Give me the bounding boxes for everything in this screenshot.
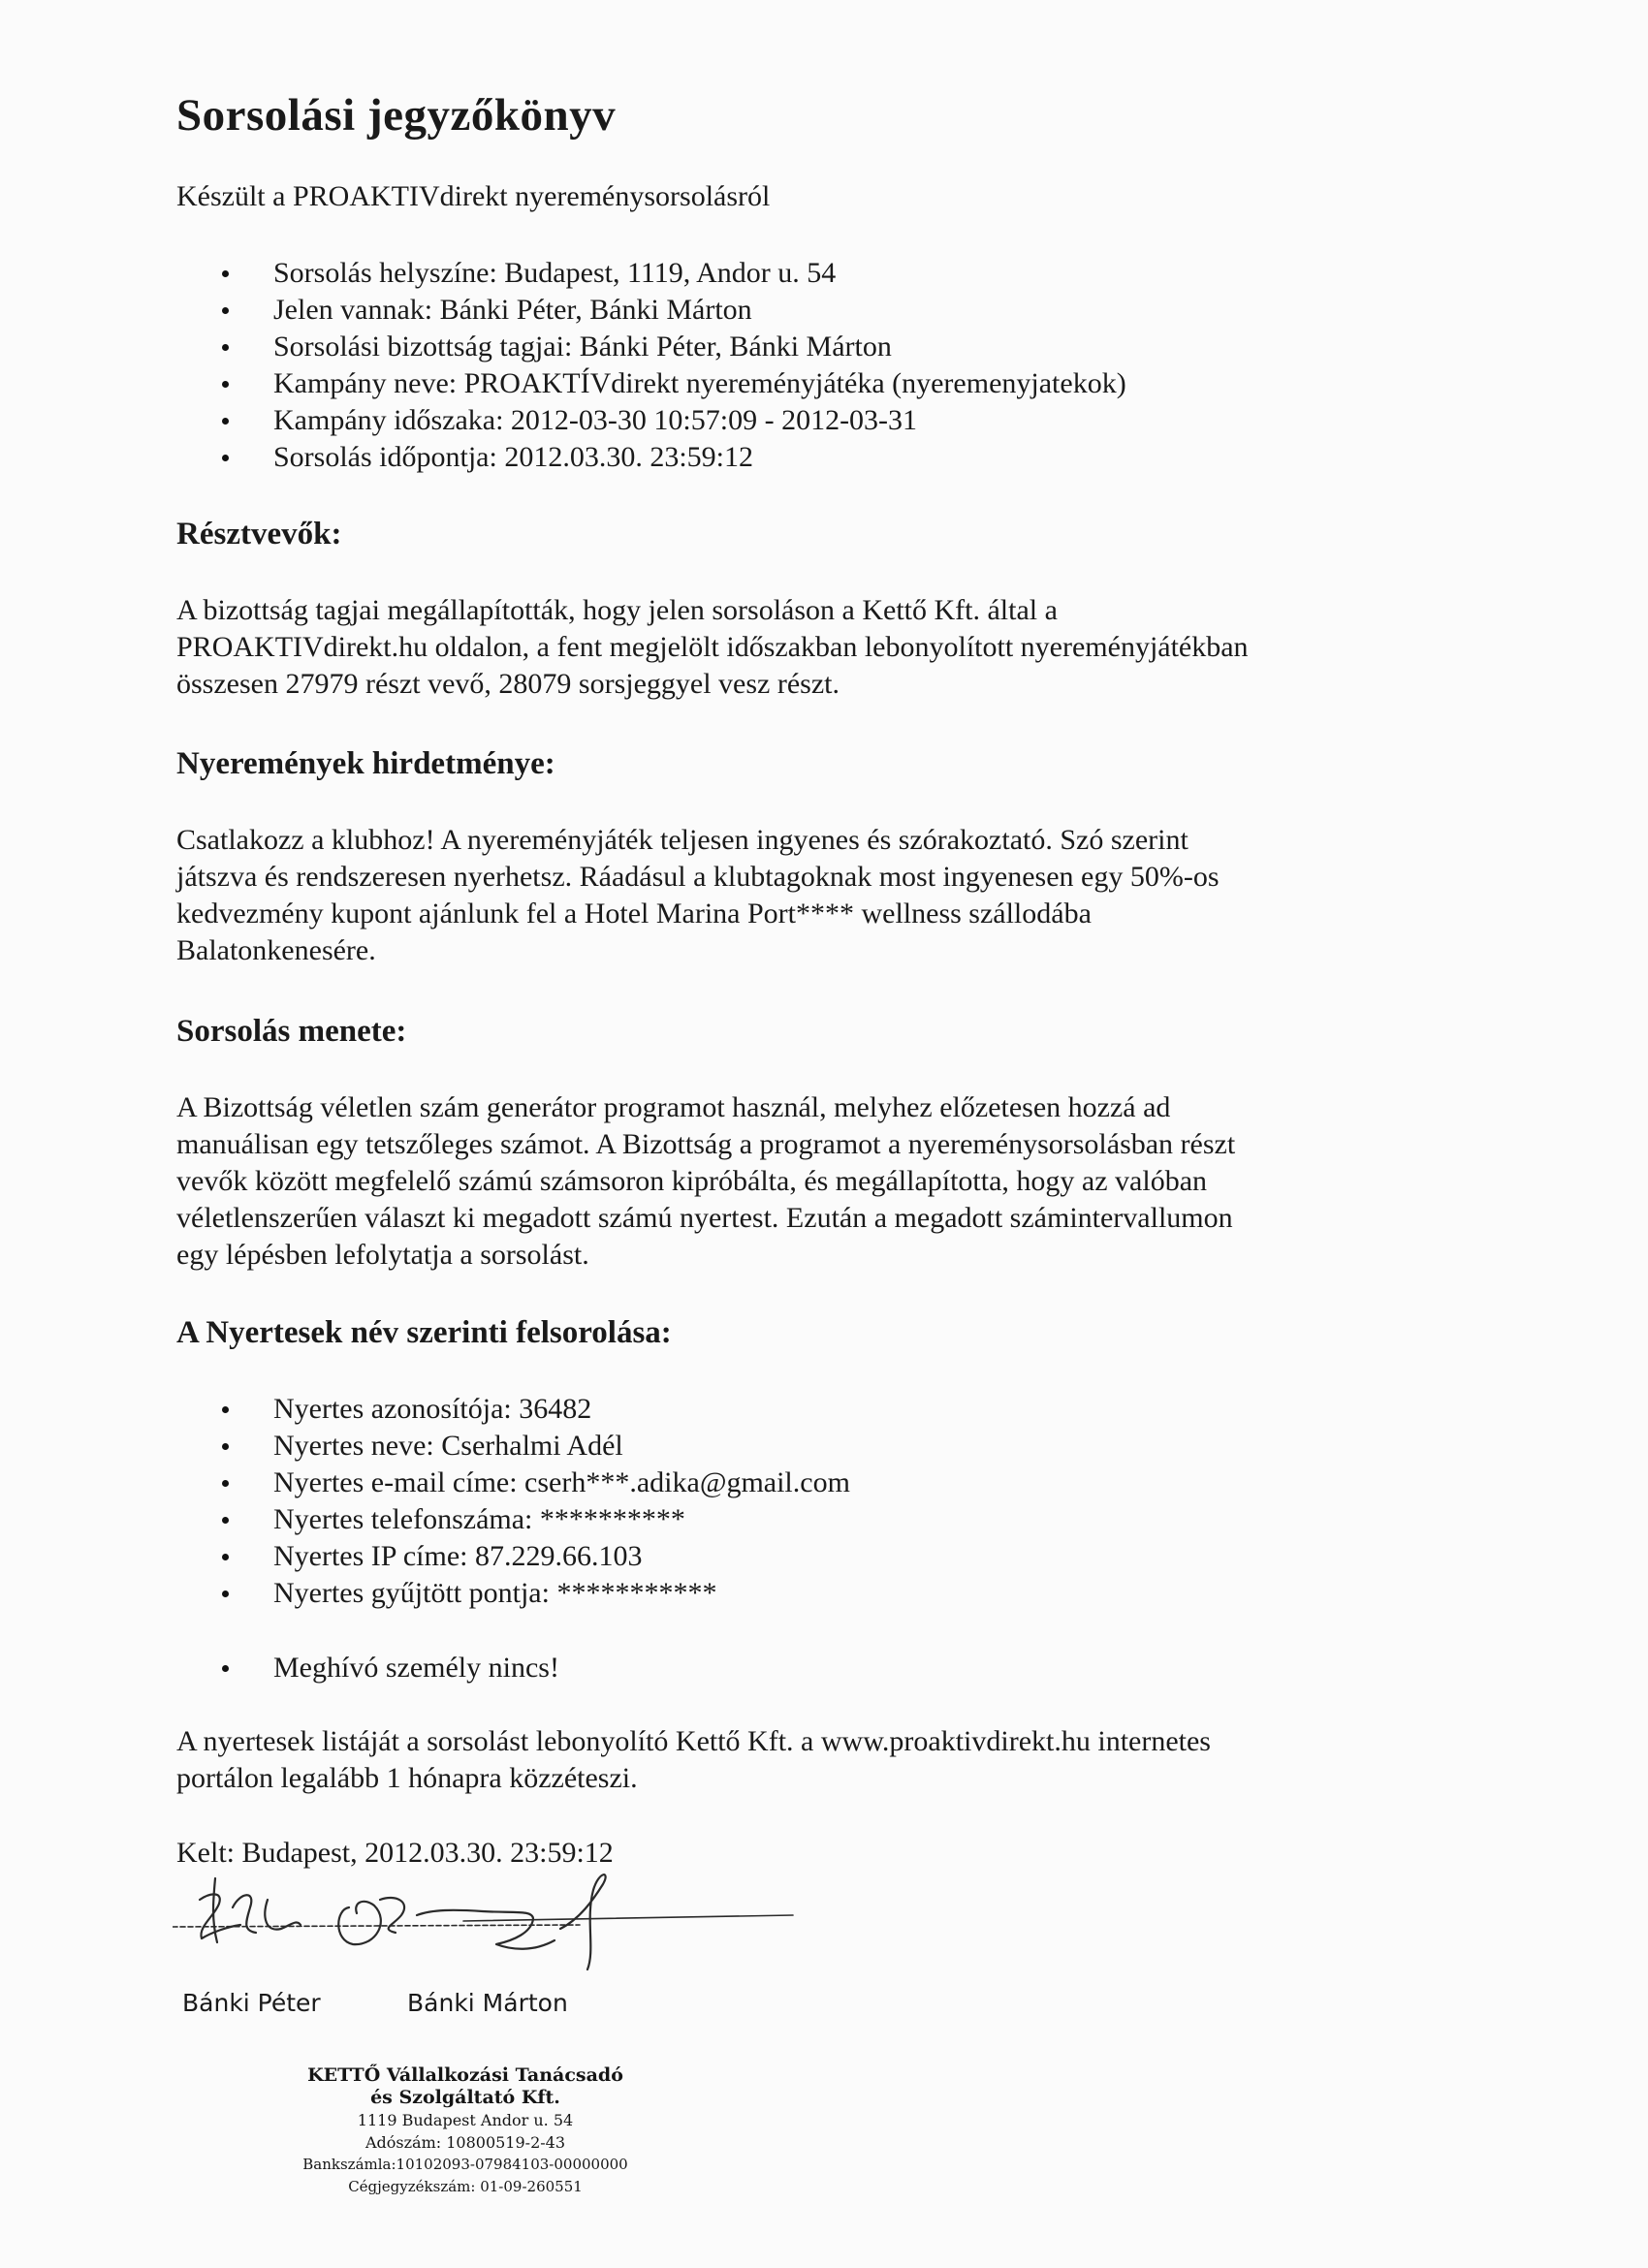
prizes-text [176, 822, 1437, 969]
list-item: Nyertes e-mail címe: cserh***.adika@gmail.com [176, 1465, 850, 1501]
list-item: Kampány időszaka: 2012-03-30 10:57:09 - 2012-03-31 [176, 402, 1126, 439]
invite-note [176, 1650, 559, 1686]
participants-heading: Résztvevők: [176, 517, 342, 551]
stamp-line: KETTŐ Vállalkozási Tanácsadó [307, 2064, 623, 2086]
text-line: vevők között megfelelő számú számsoron kipróbálta, és megállapította, hogy az valóban [176, 1165, 1208, 1197]
text-line: összesen 27979 részt vevő, 28079 sorsjeggyel vesz részt. [176, 668, 840, 700]
stamp-line: és Szolgáltató Kft. [370, 2087, 560, 2108]
signer-name: Bánki Márton [407, 1989, 568, 2017]
participants-text [176, 592, 1437, 703]
list-item: Sorsolás időpontja: 2012.03.30. 23:59:12 [176, 439, 1126, 476]
text-line: A nyertesek listáját a sorsolást lebonyolító Kettő Kft. a www.proaktivdirekt.hu internetes [176, 1725, 1211, 1757]
stamp-line: Adószám: 10800519-2-43 [364, 2133, 566, 2152]
text-line: Balatonkenesére. [176, 934, 376, 966]
text-line: PROAKTIVdirekt.hu oldalon, a fent megjelölt időszakban lebonyolított nyereményjátékban [176, 631, 1249, 663]
text-line: manuálisan egy tetszőleges számot. A Bizottság a programot a nyereménysorsolásban részt [176, 1128, 1236, 1160]
signature-image [173, 1871, 812, 1977]
list-item: Kampány neve: PROAKTÍVdirekt nyereményjátéka (nyeremenyjatekok) [176, 365, 1126, 402]
subtitle: Készült a PROAKTIVdirekt nyereménysorsolásról [176, 180, 771, 212]
list-item: Nyertes gyűjtött pontja: *********** [176, 1575, 850, 1612]
text-line: véletlenszerűen választ ki megadott számú nyertest. Ezután a megadott számintervallumon [176, 1202, 1233, 1234]
winners-list [176, 1391, 850, 1612]
text-line: A bizottság tagjai megállapították, hogy jelen sorsoláson a Kettő Kft. által a [176, 594, 1058, 626]
prizes-heading: Nyeremények hirdetménye: [176, 746, 555, 781]
date-text: Kelt: Budapest, 2012.03.30. 23:59:12 [176, 1837, 614, 1869]
publication-text [176, 1723, 1437, 1797]
text-line: kedvezmény kupont ajánlunk fel a Hotel Marina Port**** wellness szállodába [176, 898, 1092, 929]
text-line: A Bizottság véletlen szám generátor programot használ, melyhez előzetesen hozzá ad [176, 1091, 1171, 1123]
stamp-line: 1119 Budapest Andor u. 54 [357, 2111, 574, 2129]
stamp-line: Bankszámla:10102093-07984103-00000000 [302, 2156, 628, 2173]
list-item: Nyertes telefonszáma: ********** [176, 1501, 850, 1538]
list-item: Jelen vannak: Bánki Péter, Bánki Márton [176, 292, 1126, 329]
list-item: Meghívó személy nincs! [176, 1650, 559, 1686]
list-item: Nyertes azonosítója: 36482 [176, 1391, 850, 1428]
list-item: Nyertes neve: Cserhalmi Adél [176, 1428, 850, 1465]
date-line [176, 1835, 1437, 1872]
company-stamp [262, 2064, 669, 2198]
list-item: Nyertes IP címe: 87.229.66.103 [176, 1538, 850, 1575]
stamp-line: Cégjegyzékszám: 01-09-260551 [348, 2178, 583, 2195]
signer-name: Bánki Péter [182, 1989, 321, 2017]
winners-heading: A Nyertesek név szerinti felsorolása: [176, 1315, 672, 1350]
page-title: Sorsolási jegyzőkönyv [176, 90, 617, 141]
text-line: Csatlakozz a klubhoz! A nyereményjáték teljesen ingyenes és szórakoztató. Szó szerint [176, 824, 1188, 856]
text-line: portálon legalább 1 hónapra közzéteszi. [176, 1762, 638, 1794]
details-list [176, 255, 1126, 476]
list-item: Sorsolás helyszíne: Budapest, 1119, Andor u. 54 [176, 255, 1126, 292]
procedure-text [176, 1089, 1437, 1274]
text-line: egy lépésben lefolytatja a sorsolást. [176, 1239, 589, 1271]
list-item: Sorsolási bizottság tagjai: Bánki Péter, Bánki Márton [176, 329, 1126, 365]
procedure-heading: Sorsolás menete: [176, 1014, 407, 1049]
text-line: játszva és rendszeresen nyerhetsz. Ráadásul a klubtagoknak most ingyenesen egy 50%-os [176, 861, 1220, 893]
